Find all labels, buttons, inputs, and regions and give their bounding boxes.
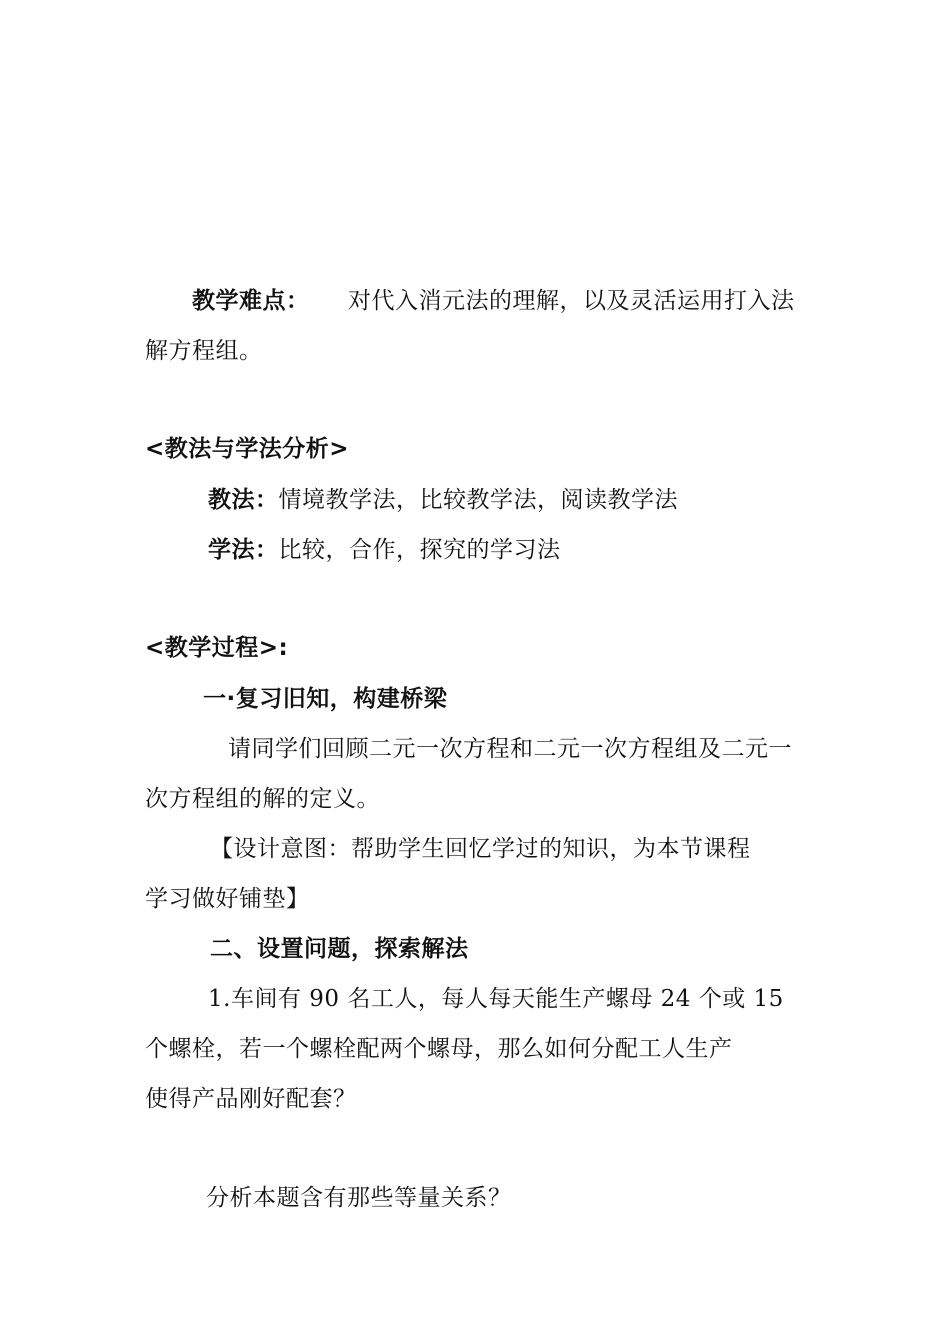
section1-paragraph-line2: 次方程组的解的定义。 [145,786,380,812]
difficulty-label: 教学难点： [192,288,310,314]
difficulty-text-line2: 解方程组。 [145,338,263,364]
analysis-question: 分析本题含有那些等量关系？ [206,1185,512,1211]
teaching-method-label: 教法： [208,487,279,513]
learning-method-text: 比较，合作，探究的学习法 [278,537,561,563]
learning-method-line [208,535,561,565]
teaching-method-line [208,485,678,515]
section1-paragraph-line1: 请同学们回顾二元一次方程和二元一次方程组及二元一 [228,736,792,762]
methods-heading: <教法与学法分析> [145,436,350,462]
design-intent-line1: 【设计意图：帮助学生回忆学过的知识，为本节课程 [210,836,751,862]
teaching-method-text: 情境教学法，比较教学法，阅读教学法 [278,487,678,513]
difficulty-text-line1: 对代入消元法的理解，以及灵活运用打入法 [348,288,795,314]
design-intent-line2: 学习做好铺垫】 [145,886,310,912]
learning-method-label: 学法： [208,537,279,563]
process-heading: <教学过程>: [145,635,289,661]
section2-title: 二、设置问题，探索解法 [210,936,469,962]
problem-line3: 使得产品刚好配套？ [145,1086,357,1112]
problem-line1: 1.车间有 90 名工人，每人每天能生产螺母 24 个或 15 [208,986,784,1012]
problem-line2: 个螺栓，若一个螺栓配两个螺母，那么如何分配工人生产 [145,1036,733,1062]
section1-title: 一·复习旧知，构建桥梁 [203,686,448,712]
